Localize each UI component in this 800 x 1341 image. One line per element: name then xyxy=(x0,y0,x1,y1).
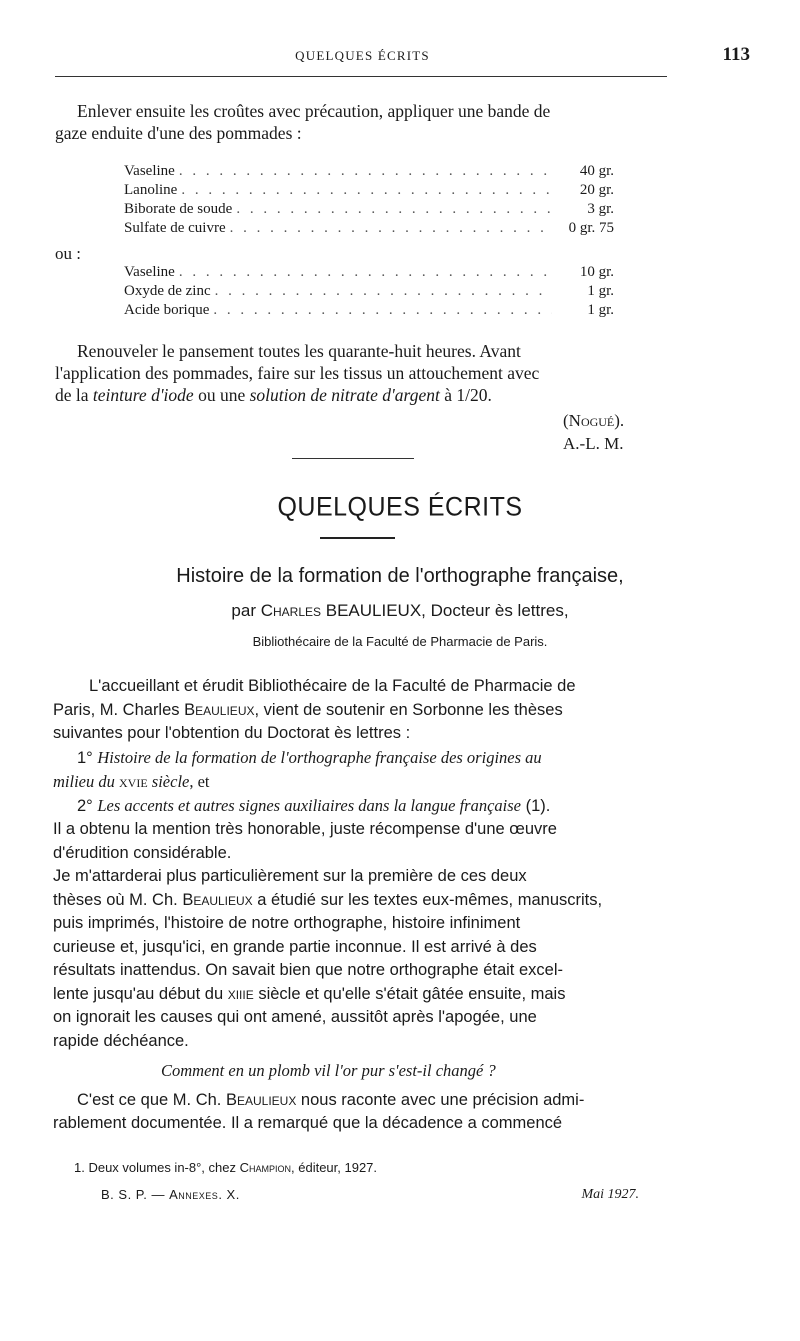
small-caps-name: Beaulieux xyxy=(182,890,253,909)
item-title: Histoire de la formation de l'orthographe française des origines au xyxy=(97,747,542,767)
recipe-row xyxy=(124,162,614,181)
text-fragment: nous raconte avec une précision admi- xyxy=(296,1090,585,1109)
recipe-list-1 xyxy=(124,162,614,238)
text-fragment: Paris, M. Charles xyxy=(53,700,185,719)
recipe-row xyxy=(124,282,614,301)
text-fragment: de la xyxy=(55,385,93,405)
text-fragment: Docteur ès lettres, xyxy=(425,601,569,620)
signature-initials: A.-L. M. xyxy=(563,434,624,453)
ingredient-name: Vaseline xyxy=(124,163,175,179)
leader-dots xyxy=(175,263,552,282)
text-fragment: par xyxy=(231,601,261,620)
page-number: 113 xyxy=(722,44,750,65)
body-text xyxy=(53,675,680,1136)
ingredient-qty: 0 gr. 75 xyxy=(568,220,614,236)
renew-paragraph xyxy=(55,340,667,406)
text-fragment: siècle xyxy=(147,772,190,791)
item-number: 2° xyxy=(77,796,93,815)
list-item-1 xyxy=(75,746,680,771)
body-line: d'érudition considérable. xyxy=(53,843,232,862)
body-line xyxy=(53,699,680,723)
body-line: Je m'attarderai plus particulièrement sur la première de ces deux xyxy=(53,867,527,885)
recipe-row xyxy=(124,263,614,282)
annexes-label: Annexes xyxy=(169,1187,219,1202)
leader-dots xyxy=(226,219,552,238)
leader-dots xyxy=(232,200,552,219)
small-caps-name: Beaulieux xyxy=(225,1090,297,1109)
ingredient-qty: 1 gr. xyxy=(587,283,614,299)
running-header xyxy=(55,44,750,70)
ingredient-name: Acide borique xyxy=(124,302,210,318)
intro-paragraph xyxy=(55,100,667,144)
footer-date: Mai 1927. xyxy=(581,1187,639,1202)
text-fragment: . X. xyxy=(218,1187,240,1202)
text-fragment: thèses où M. Ch. xyxy=(53,890,183,909)
ingredient-qty: 20 gr. xyxy=(579,182,614,198)
ingredient-qty: 3 gr. xyxy=(587,201,614,217)
item-number: 1° xyxy=(77,748,93,767)
recipe-row xyxy=(124,301,614,320)
intro-line-2: gaze enduite d'une des pommades : xyxy=(55,123,302,143)
body-line xyxy=(75,1089,680,1113)
leader-dots xyxy=(175,162,552,181)
ingredient-qty: 40 gr. xyxy=(579,163,614,179)
quote-line: Comment en un plomb vil l'or pur s'est-il changé ? xyxy=(161,1061,496,1080)
footer-journal xyxy=(101,1187,240,1202)
separator-rule xyxy=(292,458,414,459)
italic-term: solution de nitrate d'argent xyxy=(249,385,440,405)
text-fragment: lente jusqu'au début du xyxy=(53,984,228,1003)
book-title: Histoire de la formation de l'orthographe française, xyxy=(176,565,624,587)
ingredient-qty: 10 gr. xyxy=(579,264,614,280)
body-line xyxy=(53,889,680,913)
text-fragment: , vient de soutenir en Sorbonne les thèses xyxy=(254,700,563,719)
ingredient-name: Lanoline xyxy=(124,182,178,198)
body-line xyxy=(53,983,680,1007)
leader-dots xyxy=(209,301,552,320)
leader-dots xyxy=(177,181,552,200)
leader-dots xyxy=(211,282,552,301)
running-title: QUELQUES ÉCRITS xyxy=(295,48,430,63)
intro-line-1: Enlever ensuite les croûtes avec précaution, appliquer une bande de xyxy=(77,101,551,121)
renew-line-1: Renouveler le pansement toutes les quarante-huit heures. Avant xyxy=(77,341,521,361)
list-item-2 xyxy=(75,794,680,819)
recipe-row xyxy=(124,181,614,200)
author-affiliation: Bibliothécaire de la Faculté de Pharmacie de Paris. xyxy=(252,634,548,649)
ingredient-qty: 1 gr. xyxy=(587,302,614,318)
signature-nogue: (Nogué). xyxy=(563,411,625,430)
or-label: ou : xyxy=(55,244,81,263)
text-fragment: 1. Deux volumes in-8°, chez xyxy=(74,1160,240,1175)
book-author xyxy=(0,601,800,621)
item-title: Les accents et autres signes auxiliaires dans la langue française xyxy=(97,795,521,815)
italic-term: teinture d'iode xyxy=(92,385,194,405)
publisher-name: Champion xyxy=(239,1160,292,1175)
body-line: curieuse et, jusqu'ici, en grande partie inconnue. Il est arrivé à des xyxy=(53,937,537,956)
renew-line-2: l'application des pommades, faire sur les tissus un attouchement avec xyxy=(55,363,540,383)
body-line: on ignorait les causes qui ont amené, aussitôt après l'apogée, une xyxy=(53,1008,537,1026)
body-line: puis imprimés, l'histoire de notre orthographe, histoire infiniment xyxy=(53,914,521,932)
text-fragment: , éditeur, 1927. xyxy=(291,1160,378,1175)
small-caps-name: Beaulieux xyxy=(184,700,255,719)
ingredient-name: Sulfate de cuivre xyxy=(124,220,226,236)
title-underline xyxy=(320,537,395,539)
body-line: résultats inattendus. On savait bien que notre orthographe était excel- xyxy=(53,961,563,979)
text-fragment: a étudié sur les textes eux-mêmes, manuscrits, xyxy=(252,890,603,909)
ingredient-name: Vaseline xyxy=(124,264,175,280)
text-fragment: à 1/20. xyxy=(439,385,492,405)
list-item-1-continued xyxy=(53,770,680,794)
body-line: suivantes pour l'obtention du Doctorat ès lettres : xyxy=(53,724,411,742)
text-fragment: C'est ce que M. Ch. xyxy=(77,1090,226,1109)
footnote-ref: (1). xyxy=(525,796,551,815)
text-fragment: B. S. P. — xyxy=(101,1187,170,1202)
ingredient-name: Oxyde de zinc xyxy=(124,283,211,299)
author-first-name: Charles xyxy=(260,601,322,620)
renew-line-3 xyxy=(55,384,667,406)
recipe-row xyxy=(124,200,614,219)
text-fragment: , et xyxy=(189,772,210,791)
century-numeral: xvie xyxy=(119,772,148,791)
section-title: QUELQUES ÉCRITS xyxy=(277,491,523,523)
header-rule xyxy=(55,76,667,77)
century-numeral: xiiie xyxy=(227,984,254,1003)
text-fragment: ou une xyxy=(193,385,250,405)
text-fragment: milieu du xyxy=(53,772,119,791)
ingredient-name: Biborate de soude xyxy=(124,201,233,217)
recipe-row xyxy=(124,219,614,238)
author-surname: BEAULIEUX, xyxy=(325,601,426,620)
body-line: Il a obtenu la mention très honorable, juste récompense d'une œuvre xyxy=(53,820,557,838)
body-line: rapide déchéance. xyxy=(53,1031,189,1050)
body-line: rablement documentée. Il a remarqué que la décadence a commencé xyxy=(53,1114,563,1132)
footnote xyxy=(74,1160,377,1175)
text-fragment: siècle et qu'elle s'était gâtée ensuite, mais xyxy=(253,984,566,1003)
recipe-list-2 xyxy=(124,263,614,320)
body-line: L'accueillant et érudit Bibliothécaire de la Faculté de Pharmacie de xyxy=(89,677,576,695)
